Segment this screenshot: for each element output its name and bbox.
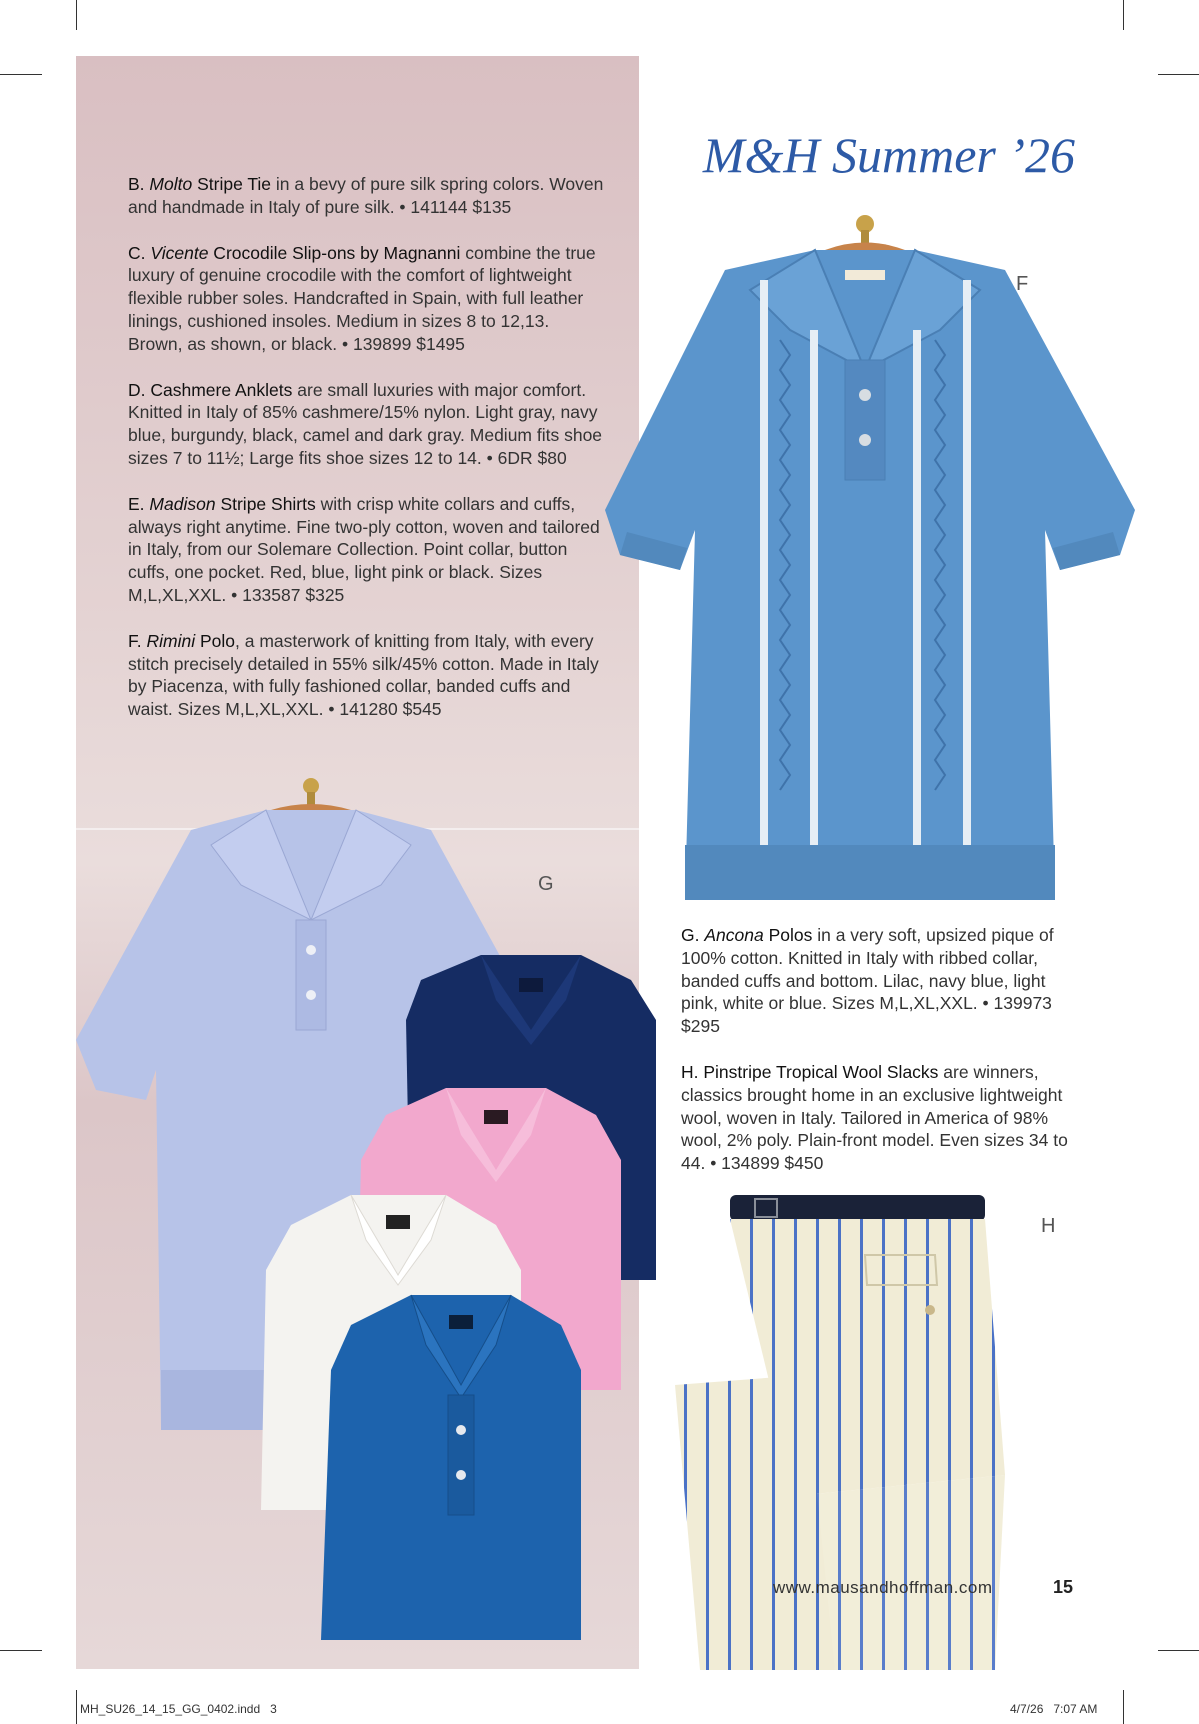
polo-button (859, 389, 871, 401)
crop-mark-top-right (1123, 0, 1124, 30)
item-d-description: D. Cashmere Anklets are small luxuries with major comfort. Knitted in Italy of 85% cashmere/15% nylon. Light gray, navy blue, burgundy, black, camel and dark gray. Medium fits shoe sizes 7 to 11½; Large fits shoe sizes 12 to 14. • 6DR $80 (128, 379, 603, 468)
polo-waistband (685, 845, 1055, 900)
file-slug: MH_SU26_14_15_GG_0402.indd 3 (80, 1702, 277, 1716)
date-stamp: 4/7/26 7:07 AM (1010, 1702, 1098, 1716)
crop-mark-left-top (0, 74, 42, 75)
item-g-description: G. Ancona Polos in a very soft, upsized pique of 100% cotton. Knitted in Italy with ribbed collar, banded cuffs and bottom. Lilac, navy blue, light pink, white or blue. Sizes M,L,XL,XXL. • 139973 $295 (681, 925, 1054, 1037)
website-link[interactable]: www.mausandhoffman.com (773, 1578, 993, 1597)
ancona-polos-photo (76, 770, 666, 1650)
crop-mark-right-bottom (1158, 1650, 1199, 1651)
item-f-description: F. Rimini Polo, a masterwork of knitting from Italy, with every stitch precisely detailed in 55% silk/45% cotton. Made in Italy by Piacenza, with fully fashioned collar, banded cuffs and waist. Sizes M,L,XL,XXL. • 141280 $545 (128, 630, 599, 720)
crop-mark-bottom-right (1123, 1690, 1124, 1724)
polo-body (605, 250, 1135, 900)
crop-mark-left-bottom (0, 1650, 42, 1651)
page-title: M&H Summer ’26 (702, 127, 1075, 183)
photo-label-h: H (1041, 1215, 1056, 1237)
item-b-description: B. Molto Stripe Tie in a bevy of pure silk spring colors. Woven and handmade in Italy of pure silk. • 141144 $135 (128, 174, 604, 217)
crop-mark-right-top (1158, 74, 1199, 75)
photo-label-g: G (538, 873, 554, 895)
polo-placket (845, 360, 885, 480)
item-c-description: C. Vicente Crocodile Slip-ons by Magnanni combine the true luxury of genuine crocodile with the comfort of lightweight flexible rubber soles. Handcrafted in Spain, with full leather linings, cushioned insoles. Medium in sizes 8 to 12,13. Brown, as shown, or black. • 139899 $1495 (128, 242, 596, 354)
left-copy-column (128, 173, 608, 744)
item-h-description: H. Pinstripe Tropical Wool Slacks are winners, classics brought home in an exclusive lightweight wool, woven in Italy. Tailored in America of 98% wool, 2% poly. Plain-front model. Even sizes 34 to 44. • 134899 $450 (681, 1061, 1068, 1174)
item-e-description: E. Madison Stripe Shirts with crisp white collars and cuffs, always right anytime. Fine two-ply cotton, woven and tailored in Italy, from our Solemare Collection. Point collar, button cuffs, one pocket. Red, blue, light pink or black. Sizes M,L,XL,XXL. • 133587 $325 (128, 493, 600, 605)
photo-label-f: F (1016, 273, 1029, 295)
polo-button (859, 434, 871, 446)
crop-mark-bottom-left (76, 1690, 77, 1724)
pinstripe-slacks-photo (675, 1195, 1030, 1670)
right-copy-column (681, 924, 1081, 1198)
page-number: 15 (1053, 1577, 1074, 1597)
crop-mark-top-left (76, 0, 77, 30)
